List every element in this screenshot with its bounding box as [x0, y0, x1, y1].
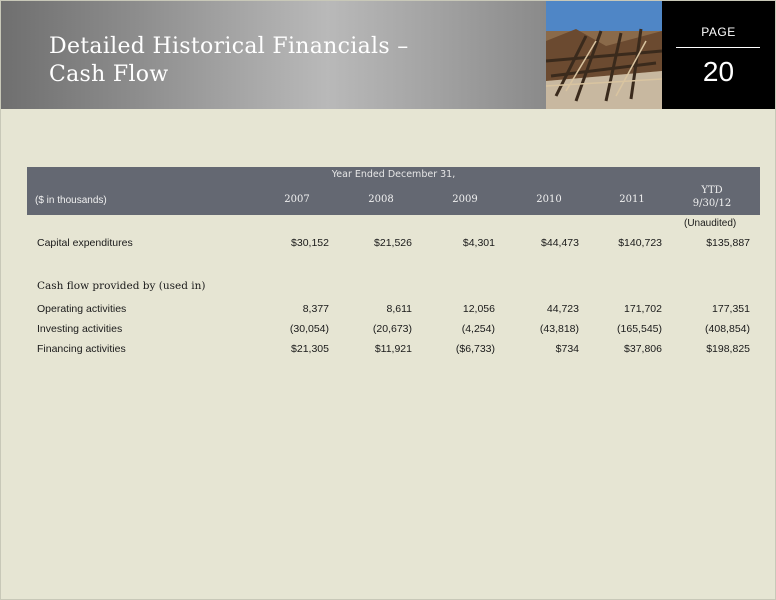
table-cell: 171,702 [624, 303, 662, 315]
page-label: PAGE [701, 25, 736, 39]
table-cell: $734 [555, 343, 579, 355]
row-label-investing: Investing activities [37, 323, 123, 335]
table-cell: (165,545) [617, 323, 662, 335]
table-cell: $37,806 [624, 343, 662, 355]
capex-value: $4,301 [462, 237, 495, 249]
table-cell: $198,825 [706, 343, 750, 355]
title-band [1, 1, 546, 109]
table-cell: (4,254) [461, 323, 495, 335]
table-header [27, 167, 760, 215]
table-cell: (20,673) [372, 323, 412, 335]
row-label-operating: Operating activities [37, 303, 127, 315]
page-number-box [662, 1, 775, 109]
table-cell: ($6,733) [455, 343, 495, 355]
year-header: 2009 [452, 194, 478, 205]
ytd-date-header: 9/30/12 [692, 198, 732, 209]
year-header: 2007 [284, 194, 310, 205]
capex-value: $140,723 [618, 237, 662, 249]
unit-label: ($ in thousands) [35, 195, 107, 206]
header [1, 1, 775, 109]
table-cell: (43,818) [539, 323, 579, 335]
table-cell: (408,854) [705, 323, 750, 335]
capex-value: $44,473 [541, 237, 579, 249]
period-header: Year Ended December 31, [331, 169, 456, 180]
row-label-financing: Financing activities [37, 343, 126, 355]
construction-photo-svg [546, 1, 662, 109]
capex-value: $21,526 [374, 237, 412, 249]
table-cell: $21,305 [291, 343, 329, 355]
year-header: 2008 [368, 194, 394, 205]
capex-value: $135,887 [706, 237, 750, 249]
year-header: 2011 [619, 194, 645, 205]
page-divider [676, 47, 760, 48]
capex-value: $30,152 [291, 237, 329, 249]
table-cell: 8,611 [386, 303, 412, 315]
capex-label: Capital expenditures [37, 237, 133, 249]
page-number: 20 [702, 56, 735, 87]
table-cell: 177,351 [712, 303, 750, 315]
section-title: Cash flow provided by (used in) [37, 280, 206, 292]
page-title: Detailed Historical Financials – Cash Flow [49, 34, 409, 87]
table-cell: 44,723 [546, 303, 579, 315]
construction-photo-icon [546, 1, 662, 109]
table-cell: 8,377 [302, 303, 329, 315]
table-cell: $11,921 [374, 343, 412, 355]
table-cell: (30,054) [289, 323, 329, 335]
unaudited-note: (Unaudited) [684, 218, 737, 229]
table-cell: 12,056 [462, 303, 495, 315]
ytd-header: YTD [701, 185, 723, 196]
year-header: 2010 [536, 194, 562, 205]
